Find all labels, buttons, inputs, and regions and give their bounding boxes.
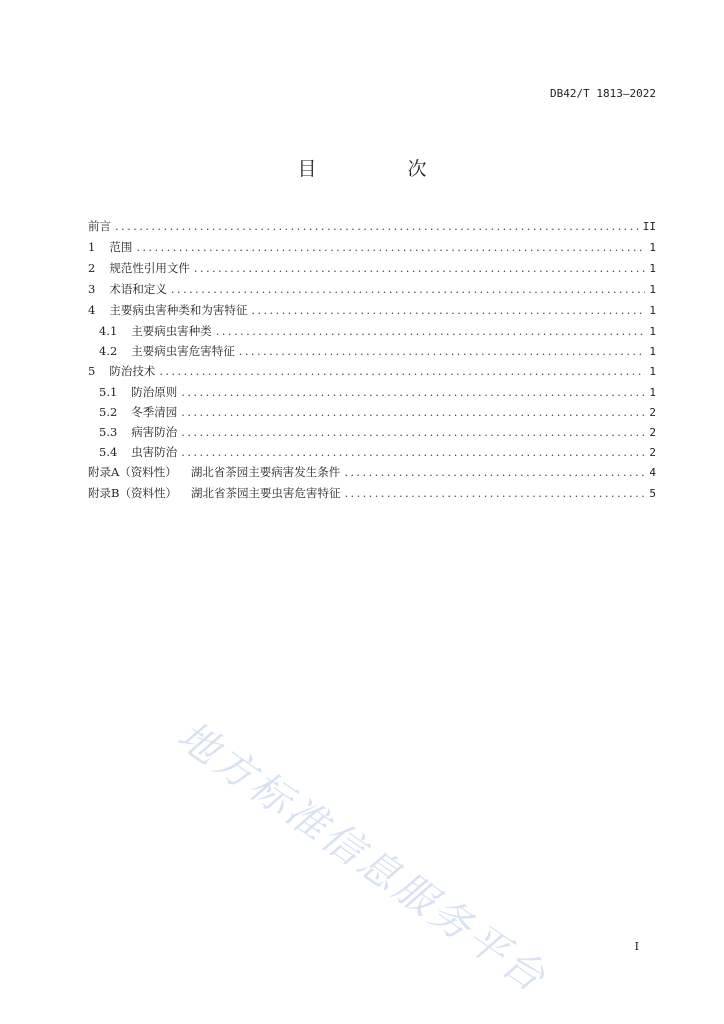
toc-subentry[interactable] (88, 384, 656, 404)
table-of-contents (88, 218, 656, 506)
toc-entry-page: 1 (649, 386, 656, 399)
toc-subentry[interactable] (88, 444, 656, 464)
toc-entry-number: 4.1 (99, 324, 118, 338)
watermark: 地方标准信息服务平台 (168, 712, 556, 1003)
toc-entry-title: 湖北省茶园主要病害发生条件 (190, 465, 341, 479)
toc-entry-title: 术语和定义 (109, 282, 167, 296)
page-title: 目 次 (297, 158, 463, 180)
toc-subentry[interactable] (88, 323, 656, 343)
toc-entry-title: 病害防治 (131, 425, 178, 439)
document-code: DB42/T 1813—2022 (550, 87, 656, 100)
toc-entry-number: 5.2 (99, 405, 118, 419)
toc-entry-page: 2 (649, 406, 656, 419)
toc-entry-label (88, 343, 235, 359)
toc-entry-page: 1 (649, 262, 656, 275)
toc-entry-title: 前言 (88, 219, 111, 233)
toc-leader-dots (194, 261, 646, 275)
toc-leader-dots (251, 303, 645, 317)
toc-appendix-entry[interactable] (88, 485, 656, 506)
toc-entry-page: 4 (649, 466, 656, 479)
toc-entry-title: 主要病虫害危害特征 (131, 344, 235, 358)
toc-entry-page: 1 (649, 345, 656, 358)
toc-subentry[interactable] (88, 343, 656, 363)
toc-entry-label (88, 302, 247, 318)
toc-entry-title: 虫害防治 (131, 445, 178, 459)
toc-entry[interactable] (88, 218, 656, 239)
toc-entry[interactable] (88, 281, 656, 302)
toc-entry[interactable] (88, 363, 656, 384)
toc-entry-label (88, 218, 111, 234)
toc-entry-number: 5.1 (99, 385, 118, 399)
toc-leader-dots (181, 405, 645, 419)
toc-leader-dots (136, 240, 645, 254)
toc-leader-dots (344, 465, 645, 479)
toc-entry-title: 规范性引用文件 (109, 261, 190, 275)
toc-entry[interactable] (88, 302, 656, 323)
toc-leader-dots (344, 486, 645, 500)
toc-entry-label (88, 464, 340, 480)
toc-entry-number: 2 (88, 261, 96, 275)
toc-entry-number: 4.2 (99, 344, 118, 358)
toc-entry-title: 防治原则 (131, 385, 178, 399)
toc-entry-label (88, 444, 177, 460)
toc-entry-number: 4 (88, 303, 96, 317)
toc-subentry[interactable] (88, 404, 656, 424)
toc-entry-title: 冬季清园 (131, 405, 178, 419)
toc-entry-label (88, 363, 155, 379)
toc-entry-label (88, 384, 177, 400)
toc-leader-dots (115, 219, 639, 233)
toc-entry-number: 1 (88, 240, 96, 254)
toc-entry-title: 防治技术 (109, 364, 156, 378)
toc-leader-dots (181, 445, 645, 459)
toc-entry-title: 范围 (109, 240, 133, 254)
toc-subentry[interactable] (88, 424, 656, 444)
toc-entry-number: 3 (88, 282, 96, 296)
toc-leader-dots (239, 344, 646, 358)
toc-entry-number: 附录A（资料性） (88, 465, 177, 479)
toc-entry-page: 5 (649, 487, 656, 500)
toc-entry-page: 2 (649, 426, 656, 439)
toc-entry-label (88, 485, 340, 501)
toc-leader-dots (159, 364, 645, 378)
toc-entry-title: 湖北省茶园主要虫害危害特征 (190, 486, 341, 500)
toc-entry-title: 主要病虫害种类和为害特征 (109, 303, 248, 317)
toc-entry-number: 5.3 (99, 425, 118, 439)
toc-entry-number: 5 (88, 364, 96, 378)
toc-entry-number: 附录B（资料性） (88, 486, 177, 500)
toc-entry-page: 1 (649, 304, 656, 317)
toc-leader-dots (216, 324, 646, 338)
toc-leader-dots (171, 282, 646, 296)
toc-entry-page: 1 (649, 325, 656, 338)
page-number: I (634, 940, 639, 953)
toc-appendix-entry[interactable] (88, 464, 656, 485)
toc-entry-label (88, 260, 190, 276)
toc-entry-page: 1 (649, 283, 656, 296)
toc-entry[interactable] (88, 260, 656, 281)
toc-leader-dots (181, 425, 645, 439)
toc-entry-page: II (642, 220, 656, 233)
toc-entry-page: 1 (649, 241, 656, 254)
toc-entry-label (88, 281, 167, 297)
toc-entry-label (88, 239, 132, 255)
toc-entry-page: 1 (649, 365, 656, 378)
toc-leader-dots (181, 385, 645, 399)
toc-entry[interactable] (88, 239, 656, 260)
toc-entry-title: 主要病虫害种类 (131, 324, 212, 338)
toc-entry-number: 5.4 (99, 445, 118, 459)
toc-entry-label (88, 323, 212, 339)
toc-entry-page: 2 (649, 446, 656, 459)
toc-entry-label (88, 404, 177, 420)
toc-entry-label (88, 424, 177, 440)
